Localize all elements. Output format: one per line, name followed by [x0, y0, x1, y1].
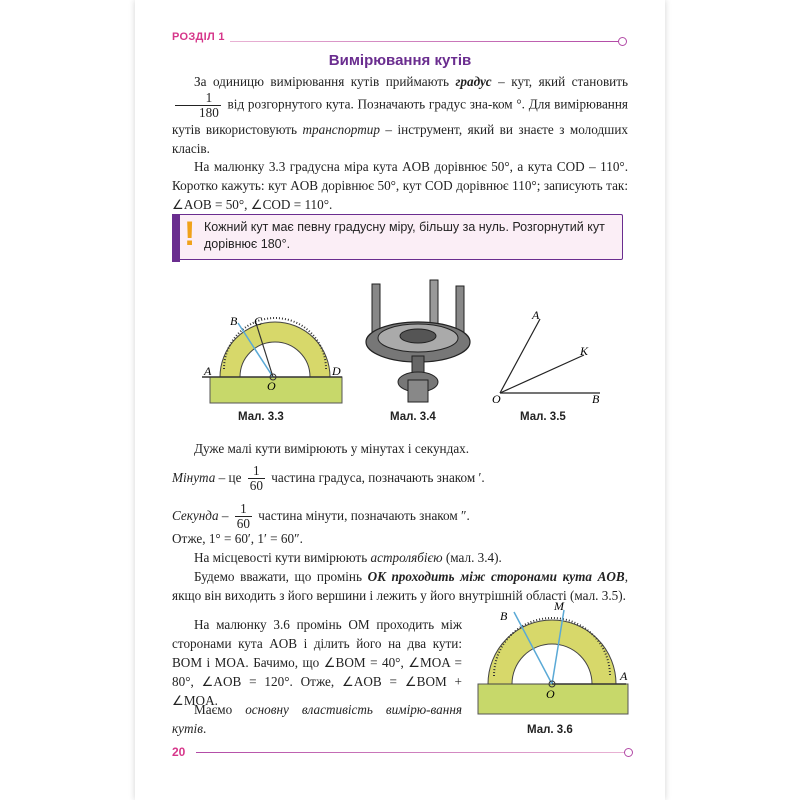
label-c: C: [254, 314, 263, 328]
figure-3-5: [488, 305, 608, 405]
ray-oa: [500, 319, 540, 393]
paragraph-small-angles: Дуже малі кути вимірюють у мінутах і секундах.: [194, 441, 470, 456]
exclamation-icon: !: [184, 215, 196, 253]
paragraph-astrolabe: На місцевості кути вимірюють астролябією (мал. 3.4).: [194, 550, 502, 565]
label-a: A: [204, 364, 212, 378]
paragraph-property: Маємо основну властивість вимірю-вання кутів.: [172, 702, 462, 736]
paragraph-figure-3-3: На малюнку 3.3 градусна міра кута AOB дорівнює 50°, а кута COD – 110°. Коротко кажуть: кут AOB дорівнює 50°, кут COD дорівнює 110°; записують так: ∠AOB = 50°, ∠COD = 110°.: [172, 159, 628, 212]
note-text: Кожний кут має певну градусну міру, більшу за нуль. Розгорнутий кут дорівнює 180°.: [204, 220, 605, 251]
label-d: D: [332, 364, 341, 378]
figure-3-3: [200, 305, 350, 405]
note-bar: [172, 214, 180, 262]
footer-rule-dot: [624, 748, 633, 757]
rule-end-dot: [618, 37, 627, 46]
label-a: A: [532, 308, 540, 322]
paragraph-figure-3-6: На малюнку 3.6 промінь OM проходить між сторонами кута AOB і ділить його на два кути: BOM і MOA. Бачимо, що ∠BOM = 40°, ∠MOA = 80°, ∠AOB = 120°. Отже, ∠AOB = ∠BOM + ∠MOA.: [172, 617, 462, 708]
section-label: РОЗДІЛ 1: [172, 31, 225, 43]
label-b: B: [592, 392, 600, 405]
label-a: A: [620, 669, 628, 683]
footer-rule: [196, 752, 626, 753]
label-o: O: [492, 392, 501, 405]
label-o: O: [267, 379, 276, 393]
caption-3-4: Мал. 3.4: [390, 411, 436, 423]
label-o: O: [546, 687, 555, 701]
ray-ok: [500, 355, 584, 393]
label-m: M: [554, 599, 564, 613]
label-b: B: [500, 609, 508, 623]
page-number: 20: [172, 745, 186, 759]
page-title: Вимірювання кутів: [328, 52, 472, 69]
figure-3-6: [474, 598, 634, 718]
ruler-base: [210, 377, 342, 403]
caption-3-5: Мал. 3.5: [520, 411, 566, 423]
paragraph-degree: За одиницю вимірювання кутів приймають градус – кут, який становить $\frac{1}{180}$ від розгорнутого кута. Позначають градус зна-ком °. Для вимірювання кутів використовують транспортир – інструмент, який ви знаєте з молодших класів.: [172, 74, 628, 156]
paragraph-between-sides: Будемо вважати, що промінь OK проходить між сторонами кута AOB, якщо він виходить з його вершини і лежить у його внутрішній області (мал. 3.5).: [172, 569, 628, 603]
definition-second: Секунда – $\frac{1}{60}$ частина мінути, позначають знаком ″.: [172, 501, 470, 532]
top-rule: [230, 41, 620, 42]
caption-3-3: Мал. 3.3: [238, 411, 284, 423]
paragraph-conversion: Отже, 1° = 60′, 1′ = 60″.: [172, 531, 303, 546]
label-k: K: [580, 344, 589, 358]
figure-3-4: [360, 272, 480, 407]
caption-3-6: Мал. 3.6: [527, 724, 573, 736]
label-b: B: [230, 314, 238, 328]
definition-minute: Мінута – це $\frac{1}{60}$ частина градуса, позначають знаком ′.: [172, 463, 485, 494]
fraction-1-180: $\frac{1}{180}$: [175, 91, 221, 120]
